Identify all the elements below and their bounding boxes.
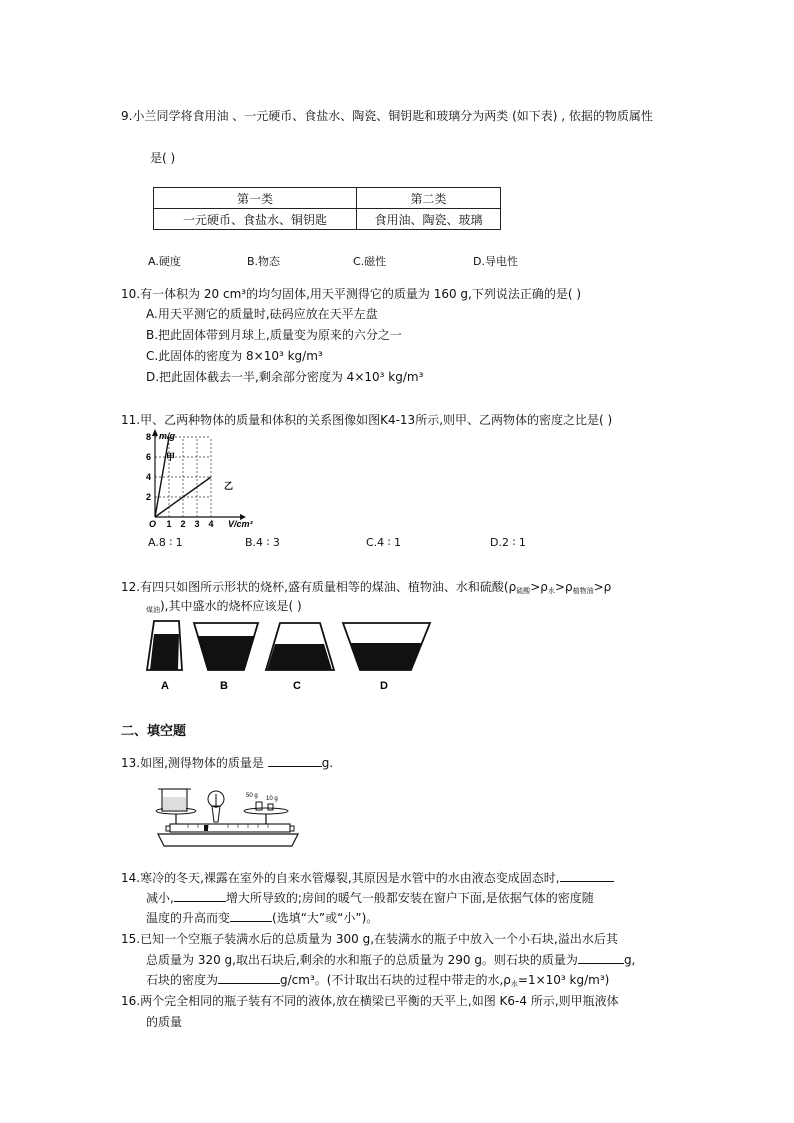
- q11-option-b: B.4 ∶ 3: [245, 536, 280, 549]
- q15-line2: 总质量为 320 g,取出石块后,剩余的水和瓶子的总质量为 290 g。则石块的质量为 g,: [146, 953, 636, 967]
- beaker-label-d: D: [380, 680, 388, 692]
- y-tick-label: 8: [146, 432, 152, 442]
- q11-option-c: C.4 ∶ 1: [366, 536, 402, 549]
- q16-line1: 16.两个完全相同的瓶子装有不同的液体,放在横梁已平衡的天平上,如图 K6-4 所示,则甲瓶液体: [121, 994, 619, 1008]
- y-tick-label: 4: [146, 472, 152, 482]
- beaker-label-b: B: [220, 680, 228, 692]
- q12-stem-a: 12.有四只如图所示形状的烧杯,盛有质量相等的煤油、植物油、水和硫酸(: [121, 580, 509, 594]
- q12-stem-line1: 12.有四只如图所示形状的烧杯,盛有质量相等的煤油、植物油、水和硫酸($\rho_{硫酸}>\rho_水>\rho_{植物油}>\rho$: [121, 580, 612, 595]
- series-label-yi: 乙: [224, 481, 234, 491]
- q15-line1: 15.已知一个空瓶子装满水后的总质量为 300 g,在装满水的瓶子中放入一个小石块,溢出水后其: [121, 932, 618, 946]
- answer-blank[interactable]: [268, 754, 322, 767]
- q9-option-b: B.物态: [247, 255, 281, 268]
- table-header-cell: 第二类: [357, 188, 501, 209]
- q10-option-b: B.把此固体带到月球上,质量变为原来的六分之一: [146, 328, 402, 342]
- answer-blank[interactable]: [218, 971, 280, 984]
- series-label-jia: 甲: [166, 452, 176, 462]
- answer-blank[interactable]: [578, 951, 624, 964]
- x-tick-label: 3: [194, 519, 200, 529]
- series-line-jia: [155, 437, 169, 517]
- weight-label-50: 50 g: [246, 793, 258, 799]
- q10-option-d: D.把此固体截去一半,剩余部分密度为 4×10³ kg/m³: [146, 370, 424, 384]
- q10-stem: 10.有一体积为 20 cm³的均匀固体,用天平测得它的质量为 160 g,下列说法正确的是( ): [121, 287, 582, 301]
- q9-option-d: D.导电性: [473, 255, 518, 268]
- table-cell: 一元硬币、食盐水、铜钥匙: [154, 209, 357, 230]
- beaker-label-a: A: [161, 680, 169, 692]
- q10-option-a: A.用天平测它的质量时,砝码应放在天平左盘: [146, 307, 378, 321]
- y-tick-label: 6: [146, 452, 152, 462]
- q14-line2: 减小, 增大所导致的;房间的暖气一般都安装在窗户下面,是依据气体的密度随: [146, 891, 594, 905]
- table-row: [154, 209, 501, 230]
- beaker-a: [147, 621, 182, 692]
- q15-line3: 石块的密度为 g/cm³。(不计取出石块的过程中带走的水$,\rho_水=1\times 10^3$ kg/m³): [146, 973, 610, 988]
- q11-option-a: A.8 ∶ 1: [148, 536, 183, 549]
- q11-option-d: D.2 ∶ 1: [490, 536, 526, 549]
- q9-line2: 是( ): [150, 151, 176, 165]
- table-cell: 食用油、陶瓷、玻璃: [357, 209, 501, 230]
- q11-stem: 11.甲、乙两种物体的质量和体积的关系图像如图K4-13所示,则甲、乙两物体的密度之比是( ): [121, 413, 613, 427]
- q12-stem-line2: $_{煤油}$),其中盛水的烧杯应该是( ): [146, 599, 302, 614]
- answer-blank[interactable]: [230, 909, 272, 922]
- mass-volume-chart: [140, 428, 270, 530]
- classification-table: [153, 187, 501, 230]
- q9-line1: 9.小兰同学将食用油 、一元硬币、食盐水、陶瓷、铜钥匙和玻璃分为两类 (如下表) , 依据的物质属性: [121, 109, 653, 123]
- beakers-figure: [140, 618, 440, 694]
- weight-label-10: 10 g: [266, 796, 278, 802]
- q14-line3: 温度的升高而变 (选填“大”或“小”)。: [146, 911, 379, 925]
- chart-grid: [155, 437, 211, 517]
- answer-blank[interactable]: [560, 869, 614, 882]
- x-axis-label: V/cm³: [228, 519, 253, 529]
- q9-option-c: C.磁性: [353, 255, 387, 268]
- q14-line1: 14.寒冷的冬天,裸露在室外的自来水管爆裂,其原因是水管中的水由液态变成固态时,: [121, 869, 614, 886]
- table-header-cell: 第一类: [154, 188, 357, 209]
- section-title: 二、填空题: [121, 724, 187, 739]
- y-axis-arrow: [152, 429, 158, 436]
- x-tick-label: 4: [208, 519, 214, 529]
- q16-line2: 的质量: [146, 1015, 183, 1029]
- y-tick-label: 2: [146, 492, 152, 502]
- table-header-row: [154, 188, 501, 209]
- chart-axes: [152, 429, 246, 520]
- beaker-label-c: C: [293, 680, 301, 692]
- y-axis-label: m/g: [159, 431, 176, 441]
- beaker-b: [194, 623, 258, 692]
- x-tick-label: 1: [166, 519, 172, 529]
- beaker-d: [343, 623, 430, 692]
- balance-figure: [148, 784, 308, 852]
- answer-blank[interactable]: [174, 889, 226, 902]
- q9-option-a: A.硬度: [148, 255, 181, 268]
- q10-option-c: C.此固体的密度为 8×10³ kg/m³: [146, 349, 323, 363]
- x-tick-label: 2: [180, 519, 186, 529]
- origin-label: O: [149, 519, 157, 529]
- beaker-c: [266, 623, 334, 692]
- q13-line: 13.如图,测得物体的质量是 g.: [121, 756, 334, 770]
